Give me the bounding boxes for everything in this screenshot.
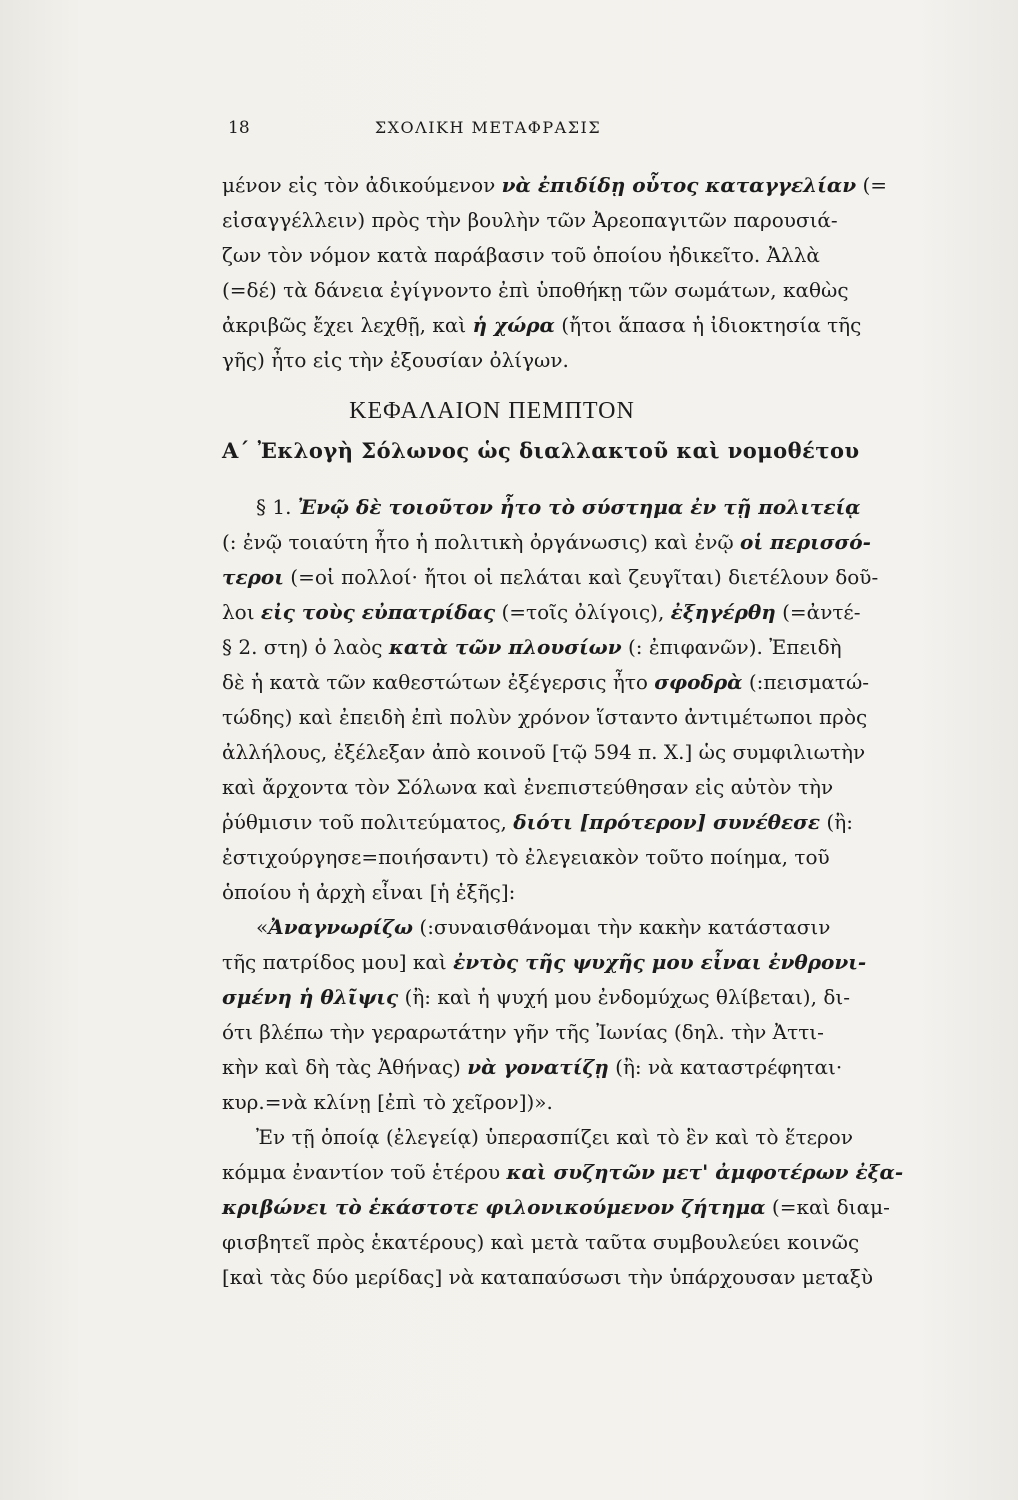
text-line: (: ἐνῷ τοιαύτη ἦτο ἡ πολιτικὴ ὀργάνωσις) καὶ ἐνῷ οἱ περισσό-	[222, 530, 871, 554]
text-line: λοι εἰς τοὺς εὐπατρίδας (=τοῖς ὀλίγοις), ἐξηγέρθη (=ἀντέ-	[222, 600, 861, 624]
page-number: 18	[228, 118, 250, 138]
section-title: Α΄ Ἐκλογὴ Σόλωνος ὡς διαλλακτοῦ καὶ νομοθέτου	[222, 438, 860, 463]
text-line: § 1. Ἐνῷ δὲ τοιοῦτον ἦτο τὸ σύστημα ἐν τῇ πολιτείᾳ	[256, 495, 861, 519]
text-line: [καὶ τὰς δύο μερίδας] νὰ καταπαύσωσι τὴν ὑπάρχουσαν μεταξὺ	[222, 1265, 874, 1289]
text-line: μένον εἰς τὸν ἀδικούμενον νὰ ἐπιδίδῃ οὗτος καταγγελίαν (=	[222, 173, 888, 197]
text-line: ἀκριβῶς ἔχει λεχθῇ, καὶ ἡ χώρα (ἤτοι ἅπασα ἡ ἰδιοκτησία τῆς	[222, 313, 862, 337]
text-line: κυρ.=νὰ κλίνῃ [ἐπὶ τὸ χεῖρον])».	[222, 1090, 553, 1114]
text-line: ῥύθμισιν τοῦ πολιτεύματος, διότι [πρότερον] συνέθεσε (ἢ:	[222, 810, 853, 834]
text-line: καὶ ἄρχοντα τὸν Σόλωνα καὶ ἐνεπιστεύθησαν εἰς αὐτὸν τὴν	[222, 775, 834, 799]
text-line: κόμμα ἐναντίον τοῦ ἑτέρου καὶ συζητῶν μετ' ἀμφοτέρων ἐξα-	[222, 1160, 904, 1184]
text-line: § 2. στη) ὁ λαὸς κατὰ τῶν πλουσίων (: ἐπιφανῶν). Ἐπειδὴ	[222, 635, 842, 659]
text-line: τῆς πατρίδος μου] καὶ ἐντὸς τῆς ψυχῆς μου εἶναι ἐνθρονι-	[222, 950, 867, 974]
text-line: τώδης) καὶ ἐπειδὴ ἐπὶ πολὺν χρόνον ἵσταντο ἀντιμέτωποι πρὸς	[222, 705, 868, 729]
text-line: (=δέ) τὰ δάνεια ἐγίγνοντο ἐπὶ ὑποθήκῃ τῶν σωμάτων, καθὼς	[222, 278, 849, 302]
chapter-title: ΚΕΦΑΛΑΙΟΝ ΠΕΜΠΤΟΝ	[349, 398, 635, 424]
text-line: ότι βλέπω τὴν γεραρωτάτην γῆν τῆς Ἰωνίας (δηλ. τὴν Ἀττι-	[222, 1020, 824, 1044]
text-line: δὲ ἡ κατὰ τῶν καθεστώτων ἐξέγερσις ἦτο σφοδρὰ (:πεισματώ-	[222, 670, 870, 694]
text-line: σμένη ἡ θλῖψις (ἢ: καὶ ἡ ψυχή μου ἐνδομύχως θλίβεται), δι-	[222, 985, 850, 1009]
text-line: τεροι (=οἱ πολλοί· ἤτοι οἱ πελάται καὶ ζευγῖται) διετέλουν δοῦ-	[222, 565, 879, 589]
text-line: ἀλλήλους, ἐξέλεξαν ἀπὸ κοινοῦ [τῷ 594 π. Χ.] ὡς συμφιλιωτὴν	[222, 740, 866, 764]
intro-paragraph	[222, 168, 888, 378]
text-line: εἰσαγγέλλειν) πρὸς τὴν βουλὴν τῶν Ἀρεοπαγιτῶν παρουσιά-	[222, 208, 838, 232]
body-text	[222, 490, 904, 1295]
text-line: κριβώνει τὸ ἑκάστοτε φιλονικούμενον ζήτημα (=καὶ διαμ-	[222, 1195, 890, 1219]
text-line: κὴν καὶ δὴ τὰς Ἀθήνας) νὰ γονατίζῃ (ἢ: νὰ καταστρέφηται·	[222, 1055, 843, 1079]
running-title: ΣΧΟΛΙΚΗ ΜΕΤΑΦΡΑΣΙΣ	[374, 118, 602, 137]
text-line: γῆς) ἦτο εἰς τὴν ἐξουσίαν ὀλίγων.	[222, 348, 569, 372]
page-header	[228, 118, 748, 144]
text-line: «Ἀναγνωρίζω (:συναισθάνομαι τὴν κακὴν κατάστασιν	[256, 915, 831, 939]
text-line: Ἐν τῇ ὁποίᾳ (ἐλεγείᾳ) ὑπερασπίζει καὶ τὸ ἓν καὶ τὸ ἕτερον	[256, 1125, 853, 1149]
text-line: ἐστιχούργησε=ποιήσαντι) τὸ ἐλεγειακὸν τοῦτο ποίημα, τοῦ	[222, 845, 830, 869]
text-line: φισβητεῖ πρὸς ἑκατέρους) καὶ μετὰ ταῦτα συμβουλεύει κοινῶς	[222, 1230, 860, 1254]
text-line: ζων τὸν νόμον κατὰ παράβασιν τοῦ ὁποίου ἠδικεῖτο. Ἀλλὰ	[222, 243, 820, 267]
text-line: ὁποίου ἡ ἀρχὴ εἶναι [ἡ ἑξῆς]:	[222, 880, 516, 904]
